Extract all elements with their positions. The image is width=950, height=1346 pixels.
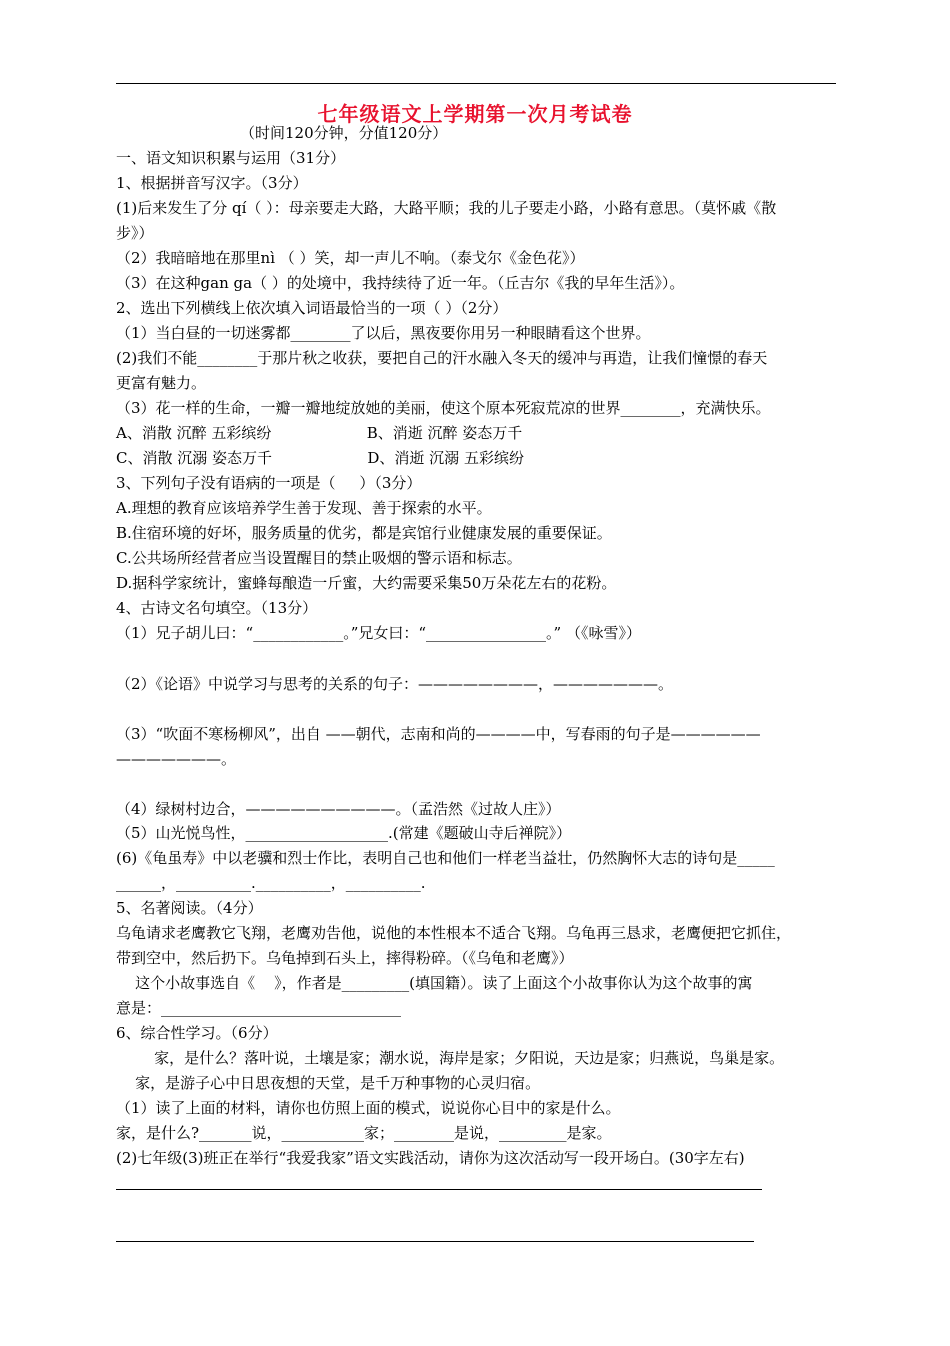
line-33: 家，是什么？落叶说，土壤是家；潮水说，海岸是家；夕阳说，天边是家；归燕说，鸟巢是家。 xyxy=(116,1049,785,1067)
line-20: （2）《论语》中说学习与思考的关系的句子：————————，———————。 xyxy=(116,675,674,693)
line-37: (2)七年级(3)班正在举行“我爱我家”语文实践活动，请你为这次活动写一段开场白。(30字左右) xyxy=(116,1149,745,1167)
subtitle: （时间120分钟，分值120分） xyxy=(240,124,448,142)
line-13: 3、下列句子没有语病的一项是（ ）（3分） xyxy=(116,474,422,492)
line-24: （5）山光悦鸟性，___________________.(常建《题破山寺后禅院》） xyxy=(116,824,572,842)
line-36: 家，是什么?_______说，___________家；________是说，_________是家。 xyxy=(116,1124,612,1142)
line-4: （2）我暗暗地在那里nì （ ）笑，却一声儿不响。（泰戈尔《金色花》） xyxy=(116,249,585,267)
line-15: B.住宿环境的好坏，服务质量的优劣，都是宾馆行业健康发展的重要保证。 xyxy=(116,524,612,542)
line-21: （3）“吹面不寒杨柳风”，出自 ——朝代，志南和尚的————中，写春雨的句子是—————— xyxy=(116,725,761,743)
line-32: 6、综合性学习。（6分） xyxy=(116,1024,278,1042)
line-1: 1、根据拼音写汉字。（3分） xyxy=(116,174,308,192)
line-11: A、消散 沉醉 五彩缤纷 B、消逝 沉醉 姿态万千 xyxy=(116,424,523,442)
top-rule xyxy=(116,83,836,84)
page-title: 七年级语文上学期第一次月考试卷 xyxy=(317,102,633,126)
line-25: (6)《龟虽寿》中以老骥和烈士作比，表明自己也和他们一样老当益壮，仍然胸怀大志的诗句是_____ xyxy=(116,849,775,867)
answer-line-2 xyxy=(116,1241,754,1242)
line-0: 一、语文知识积累与运用（31分） xyxy=(116,149,346,167)
line-5: （3）在这种gan ga（ ）的处境中，我持续待了近一年。（丘吉尔《我的早年生活》）。 xyxy=(116,274,685,292)
line-29: 带到空中，然后扔下。乌龟掉到石头上，摔得粉碎。（《乌龟和老鹰》） xyxy=(116,949,574,967)
line-6: 2、选出下列横线上依次填入词语最恰当的一项（ ）（2分） xyxy=(116,299,508,317)
line-17: D.据科学家统计，蜜蜂每酿造一斤蜜，大约需要采集50万朵花左右的花粉。 xyxy=(116,574,617,592)
line-35: （1）读了上面的材料，请你也仿照上面的模式，说说你心目中的家是什么。 xyxy=(116,1099,621,1117)
line-14: A.理想的教育应该培养学生善于发现、善于探索的水平。 xyxy=(116,499,492,517)
line-12: C、消散 沉溺 姿态万千 D、消逝 沉溺 五彩缤纷 xyxy=(116,449,524,467)
line-23: （4）绿树村边合，——————————。（孟浩然《过故人庄》） xyxy=(116,800,561,818)
line-22: ———————。 xyxy=(116,750,237,768)
line-18: 4、古诗文名句填空。（13分） xyxy=(116,599,318,617)
line-27: 5、名著阅读。（4分） xyxy=(116,899,263,917)
answer-line-1 xyxy=(116,1189,762,1190)
line-16: C.公共场所经营者应当设置醒目的禁止吸烟的警示语和标志。 xyxy=(116,549,522,567)
line-34: 家，是游子心中日思夜想的天堂，是千万种事物的心灵归宿。 xyxy=(116,1074,541,1092)
line-30: 这个小故事选自《 》，作者是_________(填国籍）。读了上面这个小故事你认为这个故事的寓 xyxy=(116,974,753,992)
line-31: 意是：________________________________ xyxy=(116,999,402,1017)
line-8: (2)我们不能________于那片秋之收获，要把自己的汗水融入冬天的缓冲与再造，让我们憧憬的春天 xyxy=(116,349,768,367)
line-7: （1）当白昼的一切迷雾都________了以后，黑夜要你用另一种眼睛看这个世界。 xyxy=(116,324,651,342)
line-28: 乌龟请求老鹰教它飞翔，老鹰劝告他，说他的本性根本不适合飞翔。乌龟再三恳求，老鹰便把它抓住， xyxy=(116,924,792,942)
line-10: （3）花一样的生命，一瓣一瓣地绽放她的美丽，使这个原本死寂荒凉的世界________，充满快乐。 xyxy=(116,399,771,417)
line-3: 步》） xyxy=(116,224,154,242)
line-9: 更富有魅力。 xyxy=(116,374,207,392)
line-2: (1)后来发生了分 qí（ ）：母亲要走大路，大路平顺；我的儿子要走小路，小路有意思。（莫怀戚《散 xyxy=(116,199,777,217)
line-19: （1）兄子胡儿曰：“____________。”兄女曰：“________________。” （《咏雪》） xyxy=(116,624,641,642)
line-26: ______，__________.__________，__________. xyxy=(116,874,426,892)
